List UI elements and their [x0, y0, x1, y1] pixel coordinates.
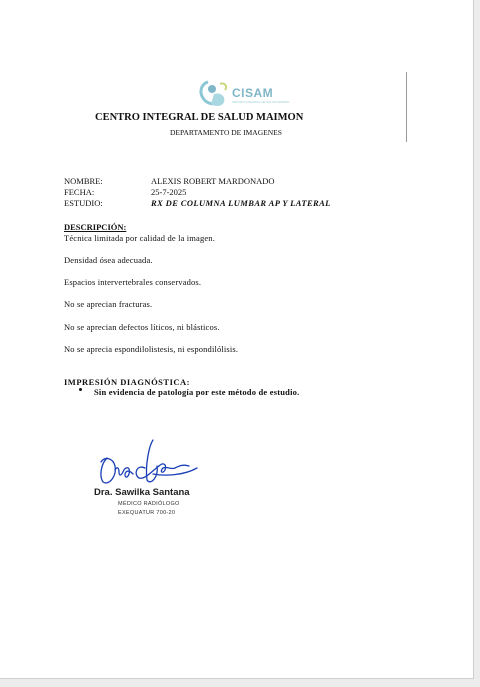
signature-exequatur: EXEQUATUR 700-20 [118, 510, 176, 516]
bullet-icon [79, 388, 82, 391]
date-label: FECHA: [64, 187, 95, 197]
impression-title: IMPRESIÓN DIAGNÓSTICA: [64, 377, 190, 387]
name-value: ALEXIS ROBERT MARDONADO [151, 176, 275, 186]
name-label: NOMBRE: [64, 176, 103, 186]
study-value: RX DE COLUMNA LUMBAR AP Y LATERAL [151, 198, 331, 208]
signature-name: Dra. Sawilka Santana [94, 487, 190, 498]
description-line: Espacios intervertebrales conservados. [64, 277, 202, 287]
org-name: CENTRO INTEGRAL DE SALUD MAIMON [95, 112, 304, 123]
description-line: Densidad ósea adecuada. [64, 255, 153, 265]
logo-text: CISAM [232, 86, 274, 100]
date-value: 25-7-2025 [151, 187, 187, 197]
logo-subtext: CENTRO INTEGRAL DE SALUD MAIMON [232, 100, 290, 104]
cisam-logo [198, 78, 290, 110]
signature-role: MÉDICO RADIÓLOGO [118, 501, 180, 507]
study-label: ESTUDIO: [64, 198, 103, 208]
cisam-logo-icon [198, 78, 234, 110]
description-title: DESCRIPCIÓN: [64, 222, 127, 232]
description-line: Técnica limitada por calidad de la imagen. [64, 233, 215, 243]
department: DEPARTAMENTO DE IMAGENES [170, 128, 282, 137]
header-divider [406, 72, 407, 142]
description-line: No se aprecian defectos líticos, ni blásticos. [64, 322, 220, 332]
impression-item: Sin evidencia de patología por este método de estudio. [94, 387, 300, 397]
description-line: No se aprecian fracturas. [64, 299, 153, 309]
handwritten-signature [93, 436, 203, 490]
description-line: No se aprecia espondilolistesis, ni espondilólisis. [64, 344, 239, 354]
